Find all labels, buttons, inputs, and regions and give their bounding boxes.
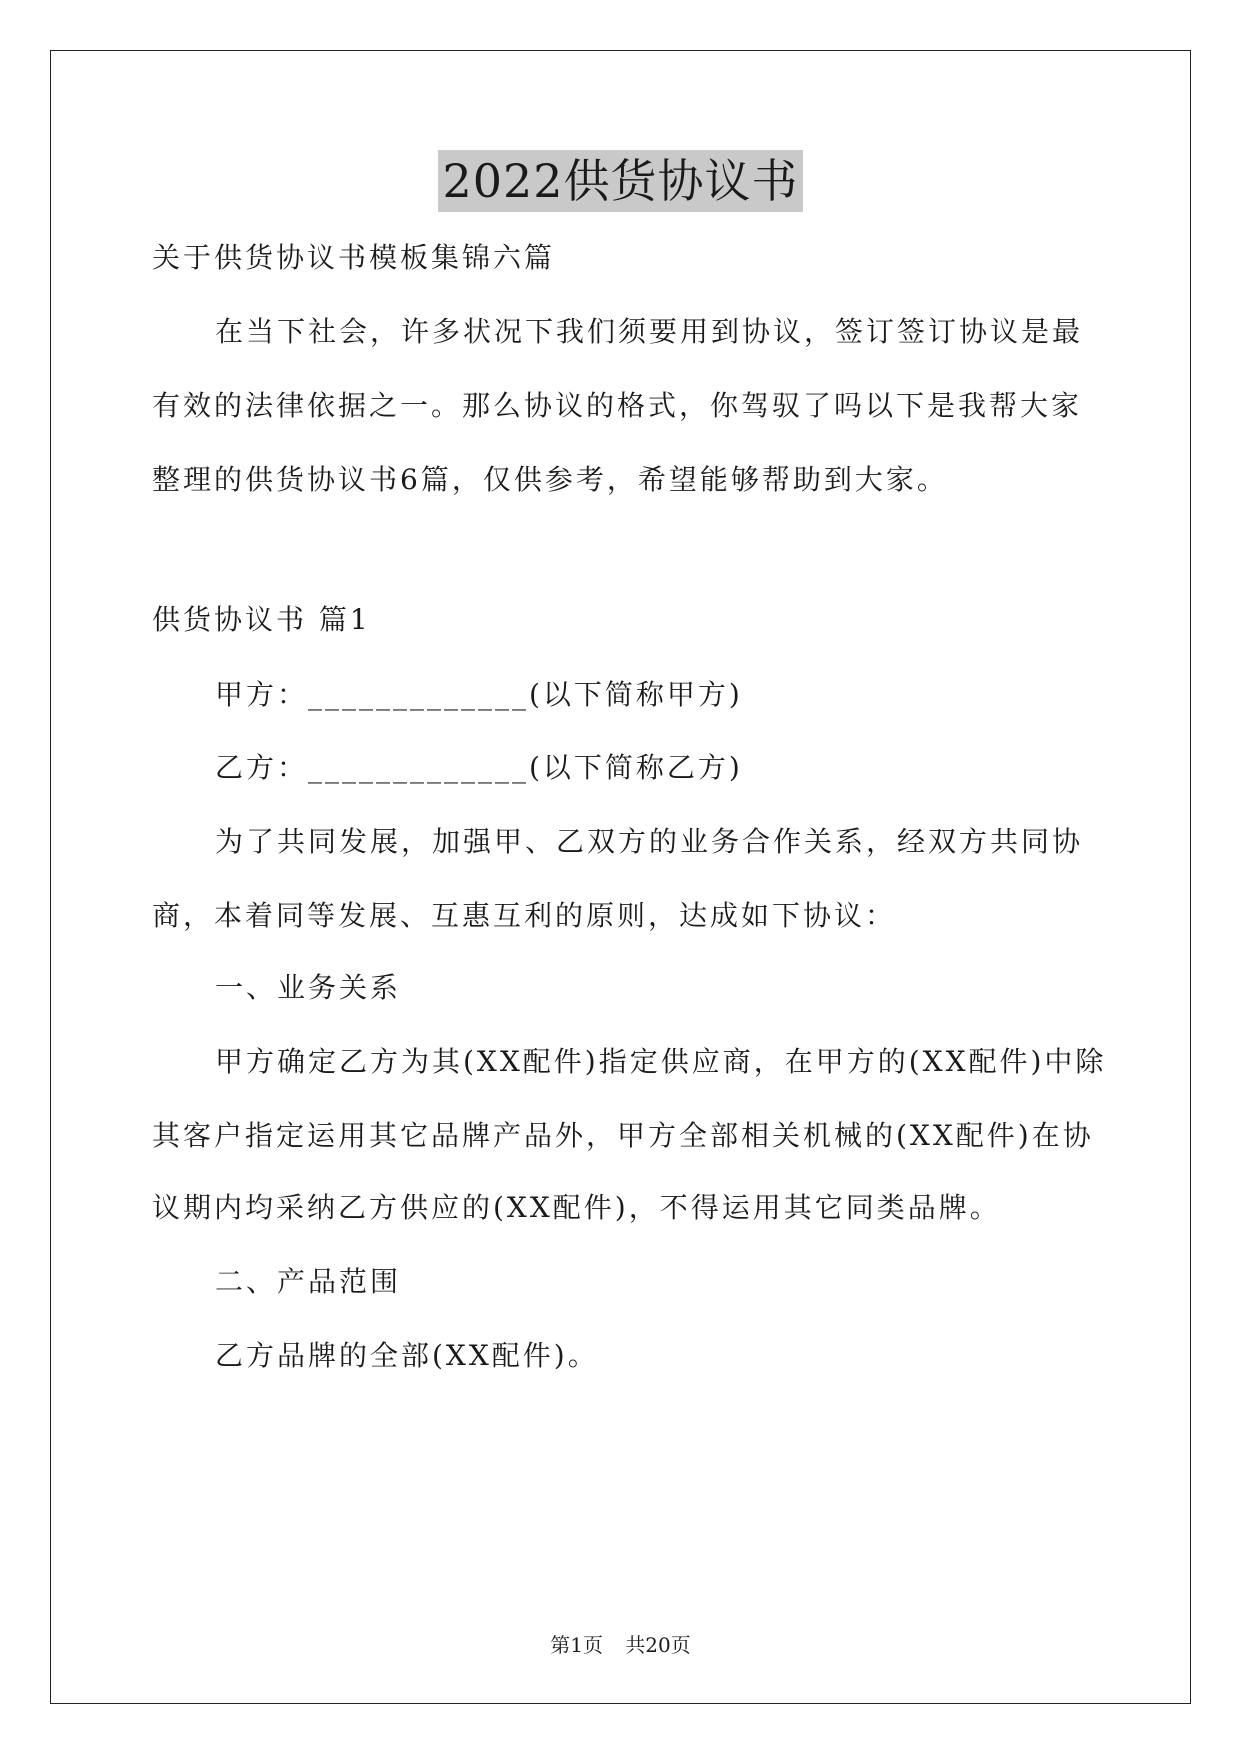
intro-line-3: 整理的供货协议书6篇，仅供参考，希望能够帮助到大家。 <box>152 463 948 496</box>
page-border <box>50 50 1191 1704</box>
title-wrap <box>0 150 1241 212</box>
clause1-line-3: 议期内均采纳乙方供应的(XX配件)，不得运用其它同类品牌。 <box>152 1191 1001 1224</box>
page-number-current: 第1页 <box>550 1633 603 1657</box>
party-b-line: 乙方：_____________(以下简称乙方) <box>215 751 743 784</box>
purpose-line-1: 为了共同发展，加强甲、乙双方的业务合作关系，经双方共同协 <box>215 825 1084 858</box>
document-title: 2022供货协议书 <box>438 150 802 212</box>
clause2-line: 乙方品牌的全部(XX配件)。 <box>215 1339 599 1372</box>
clause1-line-1: 甲方确定乙方为其(XX配件)指定供应商，在甲方的(XX配件)中除 <box>215 1045 1107 1078</box>
page-number-total: 共20页 <box>625 1633 691 1657</box>
purpose-line-2: 商，本着同等发展、互惠互利的原则，达成如下协议： <box>152 899 897 932</box>
clause1-heading: 一、业务关系 <box>215 971 402 1004</box>
section-heading: 供货协议书 篇1 <box>152 603 371 636</box>
party-a-line: 甲方：_____________(以下简称甲方) <box>215 678 743 711</box>
clause2-heading: 二、产品范围 <box>215 1265 402 1298</box>
intro-line-1: 在当下社会，许多状况下我们须要用到协议，签订签订协议是最 <box>215 315 1084 348</box>
page-footer <box>0 1632 1241 1658</box>
clause1-line-2: 其客户指定运用其它品牌产品外，甲方全部相关机械的(XX配件)在协 <box>152 1119 1094 1152</box>
document-subtitle: 关于供货协议书模板集锦六篇 <box>152 241 556 274</box>
intro-line-2: 有效的法律依据之一。那么协议的格式，你驾驭了吗以下是我帮大家 <box>152 389 1083 422</box>
